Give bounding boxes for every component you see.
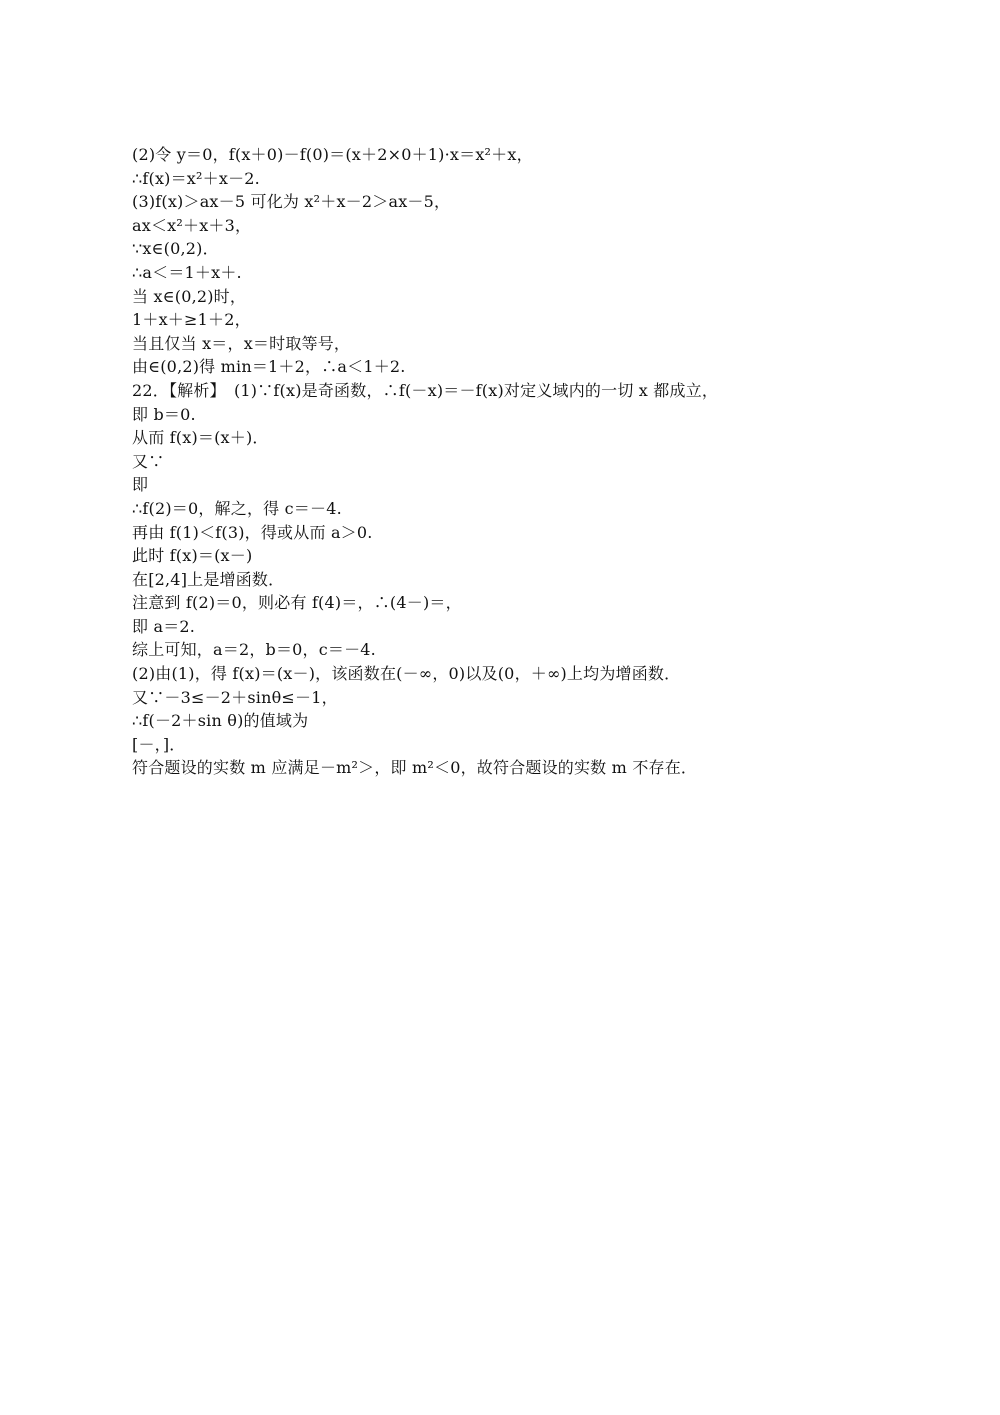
text-line: 当且仅当 x＝，x＝时取等号， [132,333,351,353]
text-line: ∴f(x)＝x²＋x－2. [132,168,260,188]
problem-22-heading-line: 22．【解析】 (1)∵f(x)是奇函数，∴f(－x)＝－f(x)对定义域内的一切 x 都成立， [132,380,719,400]
text-line: 再由 f(1)＜f(3)，得或从而 a＞0. [132,522,373,542]
text-line: 即 [132,475,149,495]
text-line: (2)令 y＝0，f(x＋0)－f(0)＝(x＋2×0＋1)·x＝x²＋x， [132,145,533,164]
text-line: 1＋x＋≥1＋2， [132,310,251,330]
text-line: 从而 f(x)＝(x＋)． [132,428,269,448]
text-line: 又∵－3≤－2＋sinθ≤－1， [132,687,338,707]
text-line: 符合题设的实数 m 应满足－m²＞，即 m²＜0，故符合题设的实数 m 不存在． [132,758,698,778]
text-line: 当 x∈(0,2)时， [132,286,247,306]
text-line: ∴f(2)＝0，解之，得 c＝－4. [132,498,342,518]
text-line: 由∈(0,2)得 min＝1＋2，∴a＜1＋2. [132,357,406,377]
text-line: ∴a＜＝1＋x＋. [132,262,242,282]
text-line: 此时 f(x)＝(x－) [132,546,253,566]
text-line: ∵x∈(0,2)． [132,239,219,259]
text-line: [－，]． [132,734,186,754]
text-line: 即 b＝0. [132,404,196,424]
text-line: 在[2,4]上是增函数． [132,569,285,589]
text-line: ∴f(－2＋sin θ)的值域为 [132,711,309,731]
text-line: 即 a＝2. [132,616,196,636]
solution-text [132,143,892,780]
text-line: ax＜x²＋x＋3， [132,215,252,235]
text-line: 又∵ [132,451,165,471]
text-line: (3)f(x)＞ax－5 可化为 x²＋x－2＞ax－5， [132,192,451,212]
text-line: (2)由(1)，得 f(x)＝(x－)，该函数在(－∞，0)以及(0，＋∞)上均为增函数． [132,664,681,684]
text-line: 综上可知，a＝2，b＝0，c＝－4. [132,640,376,660]
text-line: 注意到 f(2)＝0，则必有 f(4)＝，∴(4－)＝， [132,593,462,613]
